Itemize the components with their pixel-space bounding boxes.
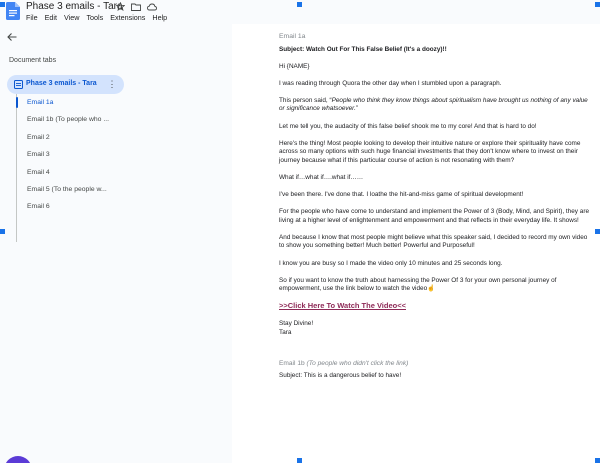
selection-handle[interactable] <box>297 458 302 463</box>
next-email-subject: Subject: This is a dangerous belief to have! <box>279 371 402 379</box>
greeting: Hi {NAME} <box>279 62 310 70</box>
tab-label: Phase 3 emails - Tara <box>26 80 97 87</box>
signature: Tara <box>279 328 292 336</box>
menu-help[interactable]: Help <box>152 13 168 22</box>
title-actions <box>114 1 158 12</box>
document-tabs-sidebar <box>0 24 232 463</box>
document-tabs-heading: Document tabs <box>9 57 57 64</box>
selection-handle[interactable] <box>0 2 5 7</box>
subtab-email-4[interactable]: Email 4 <box>27 169 50 176</box>
paragraph-9: I know you are busy so I made the video only 10 minutes and 25 seconds long. <box>279 259 503 267</box>
subtab-email-6[interactable]: Email 6 <box>27 203 50 210</box>
tab-phase-3-emails[interactable] <box>7 75 124 94</box>
cloud-status-icon[interactable] <box>146 1 158 12</box>
menu-tools[interactable]: Tools <box>86 13 104 22</box>
paragraph-2 <box>279 97 589 114</box>
next-tab-note: (To people who didn't click the link) <box>306 360 409 368</box>
next-tab-name: Email 1b <box>279 360 305 368</box>
star-icon[interactable] <box>114 1 126 12</box>
menu-extensions[interactable]: Extensions <box>110 13 146 22</box>
page-spacer <box>279 346 589 360</box>
paragraph-1: I was reading through Quora the other day when I stumbled upon a paragraph. <box>279 79 502 87</box>
menu-edit[interactable]: Edit <box>44 13 57 22</box>
selection-handle[interactable] <box>595 229 600 234</box>
paragraph-7: For the people who have come to understand and implement the Power of 3 (Body, Mind, and Spirit), they are living at a higher level of enlightenment and empowerment and that reflects in their everyday life. It shows! <box>279 208 589 224</box>
subtab-email-1b[interactable]: Email 1b (To people who ... <box>27 116 109 123</box>
subtab-email-5[interactable]: Email 5 (To the people w... <box>27 186 107 193</box>
selection-handle[interactable] <box>0 229 5 234</box>
selection-handle[interactable] <box>297 2 302 7</box>
selection-handle[interactable] <box>595 458 600 463</box>
selection-handle[interactable] <box>595 2 600 7</box>
menu-view[interactable]: View <box>63 13 80 22</box>
paragraph-10: So if you want to know the truth about harnessing the Power Of 3 for your own personal journey of empowerment, use the link below to watch the video☝ <box>279 276 557 293</box>
next-tab-title <box>279 360 589 369</box>
tab-title: Email 1a <box>279 33 306 40</box>
document-title[interactable]: Phase 3 emails - Tara <box>26 1 123 12</box>
more-options-icon[interactable]: ⋮ <box>107 79 117 89</box>
paragraph-6: I've been there. I've done that. I loathe the hit-and-miss game of spiritual development! <box>279 191 524 199</box>
back-arrow-icon[interactable] <box>6 31 18 43</box>
paragraph-4: Here's the thing! Most people looking to develop their intuitive nature or explore their spirituality have come across so many options with such huge financial investments that they don't know where to invest on their journey because what if this particular course of action is not resonating with them? <box>279 139 581 164</box>
docs-logo-icon[interactable] <box>6 2 20 20</box>
email-subject: Subject: Watch Out For This False Belief (It's a doozy)!! <box>279 45 447 53</box>
tab-icon <box>14 80 23 89</box>
subtab-email-2[interactable]: Email 2 <box>27 134 50 141</box>
quote-prefix: This person said, “ <box>279 96 332 104</box>
subtab-email-3[interactable]: Email 3 <box>27 151 50 158</box>
paragraph-5: What if…what if….what if…… <box>279 173 364 181</box>
signoff: Stay Divine! <box>279 320 314 328</box>
menu-bar <box>26 13 167 22</box>
paragraph-3: Let me tell you, the audacity of this false belief shook me to my core! And that is hard to do! <box>279 122 537 130</box>
watch-video-link[interactable]: >>Click Here To Watch The Video<< <box>279 301 406 311</box>
folder-move-icon[interactable] <box>130 1 142 12</box>
menu-file[interactable]: File <box>26 13 38 22</box>
quote-suffix: ” <box>355 105 358 113</box>
subtab-email-1a[interactable]: Email 1a <box>16 94 126 111</box>
quote-text: People who think they know things about spiritualism have brought us nothing of any value or significance whatsoever. <box>279 96 588 113</box>
paragraph-8: And because I know that most people might believe what this speaker said, I decided to record my own video to show you something better! Much better! Powerful and Purposeful! <box>279 233 588 250</box>
document-body[interactable] <box>279 33 589 389</box>
